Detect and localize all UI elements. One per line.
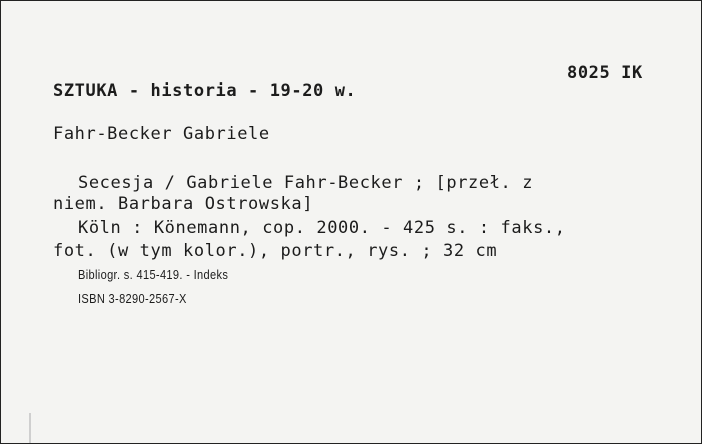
card-edge-shadow xyxy=(29,413,31,443)
subject-heading: SZTUKA - historia - 19-20 w. xyxy=(53,81,357,101)
title-statement-line-1: Secesja / Gabriele Fahr-Becker ; [przeł. z xyxy=(78,173,534,193)
bibliography-note: Bibliogr. s. 415-419. - Indeks xyxy=(78,267,229,282)
imprint-line-1: Köln : Könemann, cop. 2000. - 425 s. : faks., xyxy=(78,218,566,238)
call-number: 8025 IK xyxy=(567,63,643,83)
imprint-line-2: fot. (w tym kolor.), portr., rys. ; 32 cm xyxy=(53,241,498,261)
author-heading: Fahr-Becker Gabriele xyxy=(53,124,270,144)
isbn-note: ISBN 3-8290-2567-X xyxy=(78,291,187,306)
title-statement-line-2: niem. Barbara Ostrowska] xyxy=(53,194,314,214)
